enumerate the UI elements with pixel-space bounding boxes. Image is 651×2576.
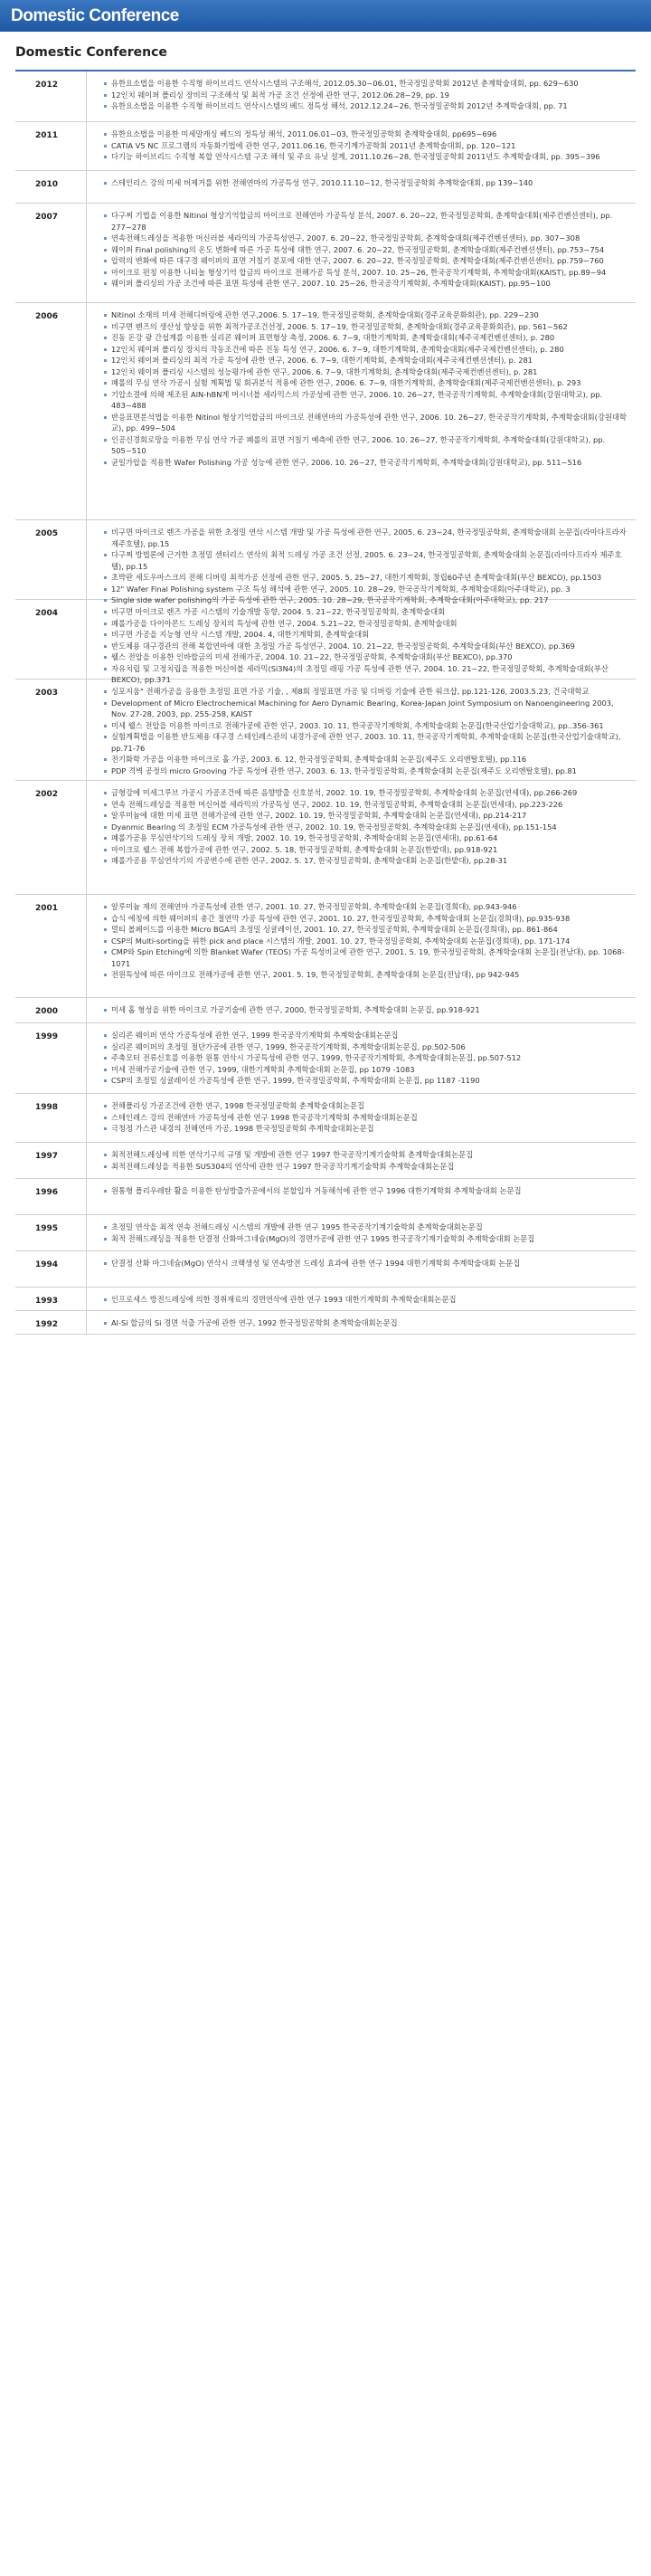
publication-entry: 원통형 폴리우레탄 활을 이용한 탄성방출가공에서의 분할입자 거동해석에 관한 연구 1996 대한기계학회 추계학술대회 논문집 bbox=[104, 1185, 632, 1197]
publication-list bbox=[87, 998, 636, 1022]
year-label: 2006 bbox=[15, 303, 87, 519]
publication-list bbox=[87, 1179, 636, 1214]
publication-entry: 다기능 하이브리드 수직형 복합 연삭시스템 구조 해석 및 주요 유닛 설계, 2011.10.26~28, 한국정밀공학회 2011년도 추계학술대회, pp. 395~396 bbox=[104, 151, 632, 163]
publication-entry: 실험계획법을 이용한 반도체용 대구경 스테인레스관의 내경가공에 관한 연구, 2003. 10. 11, 한국공작기계학회, 추계학술대회 논문집(한국산업기술대학교), pp.71-76 bbox=[104, 731, 632, 754]
publication-entry: 미세 홀 형성을 위한 마이크로 가공기술에 관한 연구, 2000, 한국정밀공학회, 추계학술대회 논문집, pp.918-921 bbox=[104, 1004, 632, 1016]
year-label: 2010 bbox=[15, 171, 87, 203]
publication-entry: 연속전해드레싱을 적용한 머신러블 세라믹의 가공특성연구, 2007. 6. 20~22, 한국정밀공학회, 춘계학술대회(제주컨벤션센터), pp. 307~308 bbox=[104, 233, 632, 244]
year-row bbox=[15, 1215, 636, 1251]
publication-entry: 유한요소법을 이용한 미세말캐싱 베드의 정특성 해석, 2011.06.01~03, 한국정밀공학회 춘계학술대회, pp695~696 bbox=[104, 128, 632, 140]
publication-entry: 인공신경회로망을 이용한 무심 연삭 가공 폐롤의 표면 거칠기 예측에 관한 연구, 2006. 10. 26~27, 한국공작기계학회, 추계학술대회(강원대학교), pp. 505~510 bbox=[104, 434, 632, 457]
publication-entry: 12인치 웨이퍼 폴리싱의 최적 가공 특성에 관한 연구, 2006. 6. 7~9, 대한기계학회, 춘계학술대회(제주국제컨벤션센터), p. 281 bbox=[104, 355, 632, 366]
publication-list bbox=[87, 680, 636, 780]
year-row bbox=[15, 1094, 636, 1143]
publication-entry: 비구면 렌즈의 생산성 향상을 위한 최적가공조건선정, 2006. 5. 17~19, 한국정밀공학회, 춘계학술대회(경주교육문화회관), pp. 561~562 bbox=[104, 321, 632, 333]
publication-entry: 스테인레스 강의 전해연마 가공특성에 관한 연구 1998 한국공작기계학회 추계학술대회논문집 bbox=[104, 1112, 632, 1124]
year-label: 2012 bbox=[15, 71, 87, 121]
header-banner bbox=[0, 0, 651, 32]
publication-entry: 다구찌 방법론에 근거한 초정밀 센터리스 연삭의 최적 드레싱 가공 조건 선정, 2005. 6. 23~24, 한국정밀공학회, 춘계학술대회 논문집(라마다프라자 제주호텔), pp.15 bbox=[104, 549, 632, 572]
publication-entry: 비구면 마이크로 렌즈 가공을 위한 초정밀 연삭 시스템 개발 및 가공 특성에 관한 연구, 2005. 6. 23~24, 한국정밀공학회, 춘계학술대회 논문집(라마다프라자 제주호텔), pp.15 bbox=[104, 527, 632, 549]
publication-entry: 압력의 변화에 따른 대구경 웨이퍼의 표면 거칠기 분포에 대한 연구, 2007. 6. 20~22, 한국정밀공학회, 춘계학술대회(제주컨벤션센터), pp.759~760 bbox=[104, 255, 632, 267]
publication-entry: Single side wafer polishing의 가공 특성에 관한 연구, 2005. 10. 28~29, 한국공작기계학회, 추계학술대회(아주대학교), pp. 217 bbox=[104, 594, 632, 606]
year-row bbox=[15, 520, 636, 604]
year-label: 1999 bbox=[15, 1023, 87, 1093]
publication-entry: 단결정 산화 마그네슘(MgO) 연삭시 크랙생성 및 연속방전 드레싱 효과에 관한 연구 1994 대한기계학회 추계학술대회 논문집 bbox=[104, 1258, 632, 1269]
publication-entry: 초정밀 연삭을 최적 연속 전해드레싱 시스템의 개발에 관한 연구 1995 한국공작기계기술학회 춘계학술대회논문집 bbox=[104, 1221, 632, 1233]
publication-entry: CATIA V5 NC 프로그램의 자동화기법에 관한 연구, 2011.06.16, 한국기계가공학회 2011년 춘계학술대회, pp. 120~121 bbox=[104, 140, 632, 152]
publication-entry: 진동 돈강 광 간섭계를 이용한 실리콘 웨이퍼 표면형상 측정, 2006. 6. 7~9, 대한기계학회, 춘계학술대회(제주국제컨벤션센터), p. 280 bbox=[104, 332, 632, 344]
publication-list bbox=[87, 1143, 636, 1178]
publication-entry: 폐롤가공용 무심연삭기의 가공변수에 관한 연구, 2002. 5. 17, 한국정밀공학회, 춘계학술대회 논문집(한밭대), pp.28-31 bbox=[104, 855, 632, 867]
publication-entry: Development of Micro Electrochemical Machining for Aero Dynamic Bearing, Korea-Japan Joint Symposium on Nanoengineering 2003, Nov. 27-28, 2003, pp. 255-258, KAIST bbox=[104, 698, 632, 720]
publication-list bbox=[87, 1251, 636, 1287]
publication-entry: 미세 웰스 전압을 이용한 마이크로 전해가공에 관한 연구, 2003. 10. 11, 한국공작기계학회, 추계학술대회 논문집(한국산업기술대학교), pp..356-361 bbox=[104, 720, 632, 732]
year-row bbox=[15, 171, 636, 204]
year-row bbox=[15, 1288, 636, 1311]
publication-list bbox=[87, 1311, 636, 1334]
publication-entry: 마이크로 웰스 전해 복합가공에 관한 연구, 2002. 5. 18, 한국정밀공학회, 춘계학술대회 논문집(한밭대), pp.918-921 bbox=[104, 844, 632, 856]
publication-entry: 12인치 웨이퍼 폴리싱 장치의 작동조건에 따른 진동 특성 연구, 2006. 6. 7~9, 대한기계학회, 춘계학술대회(제주국제컨벤션센터), p. 280 bbox=[104, 344, 632, 356]
year-row bbox=[15, 204, 636, 303]
publication-entry: 비구면 가공을 지능형 연삭 시스템 개발, 2004. 4, 대한기계학회, 춘계학술대회 bbox=[104, 629, 632, 641]
year-label: 2004 bbox=[15, 600, 87, 679]
publication-entry: 최적 전해드레싱을 적용한 단결정 산화마그네슘(MgO)의 경면가공에 관한 연구 1995 한국공작기계기술학회 추계학술대회 논문집 bbox=[104, 1233, 632, 1245]
publication-entry: 최적전해드레싱을 적용한 SUS304의 연삭에 관한 연구 1997 한국공작기계기술학회 추계학술대회논문집 bbox=[104, 1161, 632, 1173]
publication-entry: 웰스 전압을 이용한 인바합금의 미세 전해가공, 2004. 10. 21~22, 한국정밀공학회, 추계학술대회(부산 BEXCO), pp.370 bbox=[104, 651, 632, 663]
publication-entry: CMP와 Spin Etching에 의한 Blanket Wafer (TEOS) 가공 특성비교에 관한 연구, 2001. 5. 19, 한국정밀공학회, 춘계학술대회 논문집(전남대), pp. 1068-1071 bbox=[104, 946, 632, 969]
year-row bbox=[15, 1251, 636, 1288]
banner-title: Domestic Conference bbox=[11, 6, 179, 25]
publication-entry: 폐롤가공용 무심연삭기의 드레싱 장치 개발, 2002. 10. 19, 한국정밀공학회, 추계학술대회 논문집(연세대), pp.61-64 bbox=[104, 832, 632, 844]
publication-entry: PDP 격벽 공정의 micro Grooving 가공 특성에 관한 연구, 2003. 6. 13, 한국정밀공학회, 춘계학술대회 논문집(제주도 오리엔탈호텔), pp.81 bbox=[104, 765, 632, 777]
publication-list bbox=[87, 600, 636, 684]
publication-entry: 극청정 가스관 내경의 전해연마 가공, 1998 한국정밀공학회 추계학술대회논문집 bbox=[104, 1123, 632, 1135]
publication-list bbox=[87, 520, 636, 604]
publication-entry: 주축모터 전류신호를 이용한 원통 연삭시 가공특성에 관한 연구, 1999, 한국공작기계학회, 추계학술대회논문집, pp.507-512 bbox=[104, 1052, 632, 1064]
publication-list bbox=[87, 71, 636, 121]
publication-entry: 전해폴리싱 가공조건에 관한 연구, 1998 한국정밀공학회 춘계학술대회논문집 bbox=[104, 1100, 632, 1112]
year-row bbox=[15, 1179, 636, 1215]
year-row bbox=[15, 1311, 636, 1335]
publication-entry: 미세 전해가공기술에 관한 연구, 1999, 대한기계학회 추계학술대회 논문집, pp 1079 -1083 bbox=[104, 1064, 632, 1076]
publication-entry: 유한요소법을 이용한 수직형 하이브리드 연삭시스템의 구조해석, 2012.05.30~06.01, 한국정밀공학회 2012년 춘계학술대회, pp. 629~630 bbox=[104, 78, 632, 90]
year-label: 1997 bbox=[15, 1143, 87, 1178]
year-label: 1992 bbox=[15, 1311, 87, 1334]
publication-entry: 다구찌 기법을 이용한 Nitinol 형상기억합금의 마이크로 전해연마 가공특성 분석, 2007. 6. 20~22, 한국정밀공학회, 춘계학술대회(제주컨벤션센터), pp. 277~278 bbox=[104, 210, 632, 233]
publication-entry: 싱포지움" 전해가공을 응용한 초정밀 표면 가공 기술, , 제8회 정밀표면 가공 및 디버링 기술에 관한 워크샵, pp.121-126, 2003.5.23, 건국대학교 bbox=[104, 686, 632, 698]
year-label: 2011 bbox=[15, 122, 87, 170]
publication-list bbox=[87, 1288, 636, 1310]
publication-entry: 폐롤의 무심 연삭 가공시 실험 계획법 및 회귀분석 적용에 관한 연구, 2006. 6. 7~9, 대한기계학회, 춘계학술대회(제주국제컨벤션센터), p. 293 bbox=[104, 377, 632, 389]
year-label: 2003 bbox=[15, 680, 87, 780]
year-label: 2001 bbox=[15, 895, 87, 997]
publication-entry: 금형강에 미세그루브 가공시 가공조건에 따른 음향방출 신호분석, 2002. 10. 19, 한국정밀공학회, 추계학술대회 논문집(연세대), pp.266-269 bbox=[104, 787, 632, 799]
publication-entry: 인프로세스 방전드레싱에 의한 경취재료의 경면연삭에 관한 연구 1993 대한기계학회 추계학술대회논문집 bbox=[104, 1294, 632, 1306]
publication-entry: 자유치립 및 고정치립을 적용한 머신어블 세라믹(Si3N4)의 초정밀 래핑 가공 특성에 관한 연구, 2004. 10. 21~22, 한국정밀공학회, 추계학술대회(부산 BEXCO), pp.371 bbox=[104, 663, 632, 686]
publication-entry: CSP의 초정밀 싱귤레이션 가공특성에 관한 연구, 1999, 한국정밀공학회, 추계학술대회 논문집, pp 1187 -1190 bbox=[104, 1075, 632, 1087]
year-row bbox=[15, 998, 636, 1023]
publication-table bbox=[15, 70, 636, 1335]
publication-entry: 알루미늄 재의 전해연마 가공특성에 관한 연구, 2001. 10. 27, 한국정밀공학회, 추계학술대회 논문집(경희대), pp.943-946 bbox=[104, 901, 632, 913]
year-label: 2007 bbox=[15, 204, 87, 302]
year-row bbox=[15, 680, 636, 781]
publication-list bbox=[87, 1094, 636, 1142]
publication-entry: 반응표면분석법을 이용한 Nitinol 형상기억합금의 마이크로 전해연마의 가공특성에 관한 연구, 2006. 10. 26~27, 한국공작기계학회, 추계학술대회(강원대학교), pp. 499~504 bbox=[104, 412, 632, 434]
year-row bbox=[15, 1023, 636, 1094]
publication-list bbox=[87, 303, 636, 519]
year-row bbox=[15, 71, 636, 122]
publication-list bbox=[87, 781, 636, 894]
publication-entry: 스테인리스 강의 미세 버제거를 위한 전해연마의 가공특성 연구, 2010.11.10~12, 한국정밀공학회 추계학술대회, pp 139~140 bbox=[104, 177, 632, 189]
publication-entry: Nitinol 소재의 미세 전해디버링에 관한 연구,2006. 5. 17~19, 한국정밀공학회, 춘계학술대회(경주교육문화회관), pp. 229~230 bbox=[104, 309, 632, 321]
publication-entry: Dyanmic Bearing 의 초정밀 ECM 가공특성에 관한 연구, 2002. 10. 19, 한국정밀공학회, 추계학술대회 논문집(연세대), pp.151-154 bbox=[104, 822, 632, 833]
publication-entry: 웨이퍼 폴리싱의 가공 조건에 따른 표면 특성에 관한 연구, 2007. 10. 25~26, 한국공작기계학회, 추계학술대회(KAIST), pp.95~100 bbox=[104, 278, 632, 290]
year-row bbox=[15, 122, 636, 171]
publication-entry: 유한요소법을 이용한 수직형 하이브리드 연삭시스템의 베드 정특성 해석, 2012.12.24~26, 한국정밀공학회 2012년 추계학술대회, pp. 71 bbox=[104, 100, 632, 112]
publication-entry: 12인치 웨이퍼 폴리싱 장비의 구조해석 및 최적 가공 조건 선정에 관한 연구, 2012.06.28~29, pp. 19 bbox=[104, 90, 632, 101]
publication-entry: 멀티 볼페이드를 이용한 Micro BGA의 초정밀 싱귤레이션, 2001. 10. 27, 한국정밀공학회, 추계학술대회 논문집(경희대), pp. 861-864 bbox=[104, 924, 632, 936]
publication-list bbox=[87, 1215, 636, 1250]
publication-entry: 전기화학 가공을 이용한 마이크로 홀 가공, 2003. 6. 12, 한국정밀공학회, 춘계학술대회 논문집(제주도 오리엔탈호텔), pp.116 bbox=[104, 754, 632, 765]
publication-entry: Al-Si 합금의 Si 경면 석출 가공에 관한 연구, 1992 한국정밀공학회 춘계학술대회논문집 bbox=[104, 1317, 632, 1329]
publication-entry: 실리콘 웨이퍼 연삭 가공특성에 관한 연구, 1999 한국공작기계학회 추계학술대회논문집 bbox=[104, 1030, 632, 1041]
publication-entry: 웨이퍼 Final polishing의 온도 변화에 따른 가공 특성에 대한 연구, 2007. 6. 20~22, 한국정밀공학회, 춘계학술대회(제주컨벤션센터), pp.753~754 bbox=[104, 244, 632, 256]
year-row bbox=[15, 895, 636, 998]
publication-entry: 연속 전해드레싱을 적용한 머신어블 세라믹의 가공특성 연구, 2002. 10. 19, 한국정밀공학회, 추계학술대회 논문집(연세대), pp.223-226 bbox=[104, 799, 632, 811]
year-row bbox=[15, 600, 636, 684]
year-label: 1996 bbox=[15, 1179, 87, 1214]
publication-entry: 기압소결에 의해 제조된 AlN-hBN계 머시너블 세라믹스의 가공성에 관한 연구, 2006. 10. 26~27, 한국공작기계학회, 추계학술대회(강원대학교), pp. 483~488 bbox=[104, 389, 632, 412]
publication-entry: 반도체용 대구경관의 전해 복합연마에 대한 초정밀 가공 특성연구, 2004. 10. 21~22, 한국정밀공학회, 추계학술대회(부산 BEXCO), pp.369 bbox=[104, 641, 632, 652]
year-label: 1995 bbox=[15, 1215, 87, 1250]
publication-entry: CSP의 Multi-sorting을 위한 pick and place 시스템의 개발, 2001. 10. 27, 한국정밀공학회, 추계학술대회 논문집(경희대), pp. 171-174 bbox=[104, 936, 632, 947]
publication-list bbox=[87, 1023, 636, 1093]
publication-entry: 균일가압을 적용한 Wafer Polishing 가공 성능에 관한 연구, 2006. 10. 26~27, 한국공작기계학회, 추계학술대회(강원대학교), pp. 511~516 bbox=[104, 457, 632, 469]
year-label: 2002 bbox=[15, 781, 87, 894]
year-label: 2000 bbox=[15, 998, 87, 1022]
publication-entry: 12인치 웨이퍼 폴리싱 시스템의 성능평가에 관한 연구, 2006. 6. 7~9, 대한기계학회, 춘계학술대회(제주국제컨벤션센터), p. 281 bbox=[104, 366, 632, 378]
year-row bbox=[15, 781, 636, 895]
publication-list bbox=[87, 204, 636, 302]
publication-entry: 12" Wafer Final Polishing system 구조 특성 해석에 관한 연구, 2005. 10. 28~29, 한국공작기계학회, 추계학술대회(아주대학교), pp. 3 bbox=[104, 584, 632, 595]
publication-entry: 초박판 세도우마스크의 전해 디버링 최적가공 선정에 관한 연구, 2005. 5. 25~27, 대한기계학회, 창립60주년 춘계학술대회(부산 BEXCO), pp.1503 bbox=[104, 572, 632, 584]
year-row bbox=[15, 1143, 636, 1179]
year-label: 1993 bbox=[15, 1288, 87, 1310]
publication-entry: 마이크로 펀칭 이용한 니티놀 형상기억 합금의 마이크로 전해가공 특성 분석, 2007. 10. 25~26, 한국공작기계학회, 추계학술대회(KAIST), pp.89~94 bbox=[104, 267, 632, 279]
year-row bbox=[15, 303, 636, 520]
publication-entry: 폐롤가공을 다이아몬드 드레싱 장치의 특성에 관한 연구, 2004. 5.21~22, 한국정밀공학회, 춘계학술대회 bbox=[104, 618, 632, 630]
year-label: 1994 bbox=[15, 1251, 87, 1287]
publication-entry: 실리콘 웨이퍼의 초정밀 절단가공에 관한 연구, 1999, 한국공작기계학회, 추계학술대회논문집, pp.502-506 bbox=[104, 1041, 632, 1053]
publication-entry: 습식 에칭에 의한 웨이퍼의 총간 절연막 가공 특성에 관한 연구, 2001. 10. 27, 한국정밀공학회, 추계학술대회 논문집(경희대), pp.935-938 bbox=[104, 913, 632, 925]
year-label: 1998 bbox=[15, 1094, 87, 1142]
page-title: Domestic Conference bbox=[15, 45, 167, 60]
year-label: 2005 bbox=[15, 520, 87, 599]
publication-entry: 비구면 마이크로 렌즈 가공 시스템의 기술개발 동향, 2004. 5. 21~22, 한국정밀공학회, 춘계학술대회 bbox=[104, 606, 632, 618]
publication-list bbox=[87, 122, 636, 170]
publication-list bbox=[87, 171, 636, 203]
publication-entry: 최적전해드레싱에 의한 연삭기구의 규명 및 개발에 관한 연구 1997 한국공작기계기술학회 춘계학술대회논문집 bbox=[104, 1149, 632, 1161]
publication-entry: 전원특성에 따른 마이크로 전해가공에 관한 연구, 2001. 5. 19, 한국정밀공학회, 춘계학술대회 논문집(전남대), pp 942-945 bbox=[104, 969, 632, 981]
publication-entry: 알루미늄에 대한 미세 표면 전해가공에 관한 연구, 2002. 10. 19, 한국정밀공학회, 추계학술대회 논문집(연세대), pp.214-217 bbox=[104, 810, 632, 822]
publication-list bbox=[87, 895, 636, 997]
